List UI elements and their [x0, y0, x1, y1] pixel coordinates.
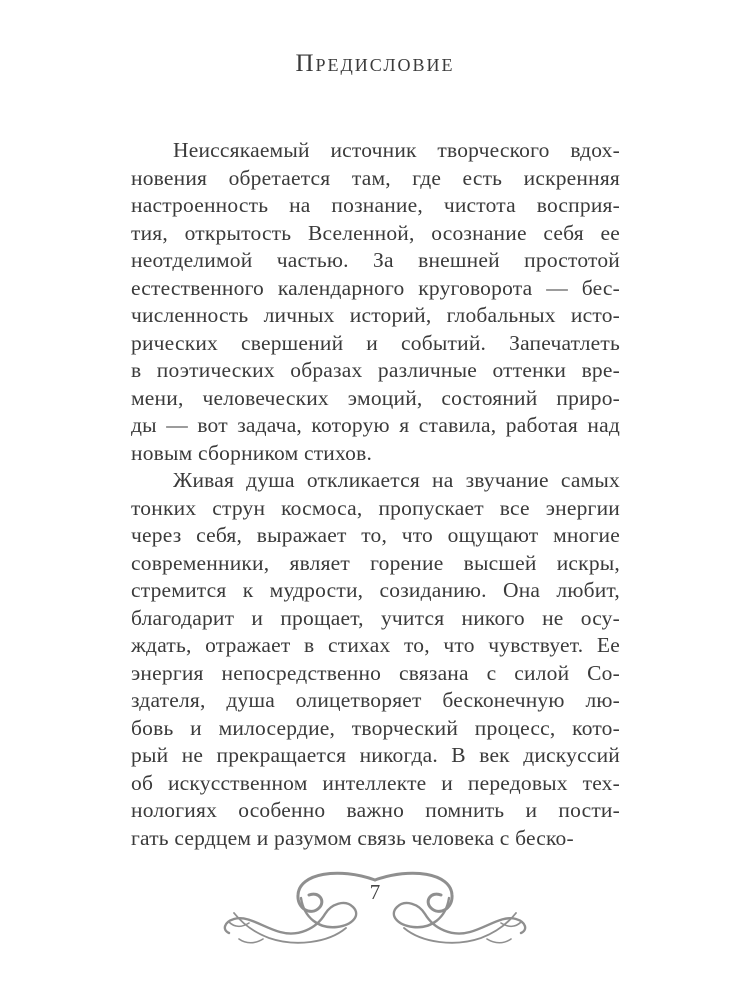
- text-line: настроенность на познание, чистота восприя-: [131, 193, 620, 217]
- text-line: нологиях особенно важно помнить и пости-: [131, 798, 620, 822]
- text-line: рических свершений и событий. Запечатлеть: [131, 330, 620, 355]
- paragraph: [131, 137, 620, 467]
- text-line: современники, являет горение высшей искры,: [131, 550, 620, 575]
- text-line: стремится к мудрости, созиданию. Она любит,: [131, 578, 620, 602]
- page-footer: [205, 866, 545, 976]
- text-line: новым сборником стихов.: [131, 440, 373, 465]
- text-line: об искусственном интеллекте и передовых тех-: [131, 770, 620, 795]
- text-line: гать сердцем и разумом связь человека с беско-: [131, 825, 574, 850]
- text-line: энергия непосредственно связана с силой Со-: [131, 660, 620, 685]
- text-line: бовь и милосердие, творческий процесс, кото-: [131, 715, 620, 740]
- text-line: через себя, выражает то, что ощущают многие: [131, 523, 620, 547]
- text-line: благодарит и прощает, учится никого не осу-: [131, 605, 620, 630]
- paragraph: [131, 467, 620, 852]
- text-line: тия, открытость Вселенной, осознание себя ее: [131, 220, 620, 245]
- text-line: тонких струн космоса, пропускает все энергии: [131, 495, 620, 520]
- body-text: [131, 137, 620, 852]
- page-number: 7: [369, 880, 381, 904]
- text-line: неотделимой частью. За внешней простотой: [131, 248, 620, 272]
- text-line: новения обретается там, где есть искренняя: [131, 165, 620, 190]
- text-line: ды — вот задача, которую я ставила, работая над: [131, 413, 620, 437]
- text-line: естественного календарного круговорота — бес-: [131, 275, 620, 300]
- text-line: рый не прекращается никогда. В век дискуссий: [131, 743, 620, 767]
- text-line: ждать, отражает в стихах то, что чувствует. Ее: [131, 633, 620, 657]
- text-line: численность личных историй, глобальных исто-: [131, 303, 620, 327]
- page-title: Предисловие: [295, 50, 455, 77]
- text-line: Неиссякаемый источник творческого вдох-: [173, 138, 620, 162]
- text-line: мени, человеческих эмоций, состояний приро-: [131, 385, 620, 410]
- text-line: Живая душа откликается на звучание самых: [173, 468, 620, 492]
- text-line: в поэтических образах различные оттенки вре-: [131, 358, 620, 382]
- text-line: здателя, душа олицетворяет бесконечную лю-: [131, 688, 620, 712]
